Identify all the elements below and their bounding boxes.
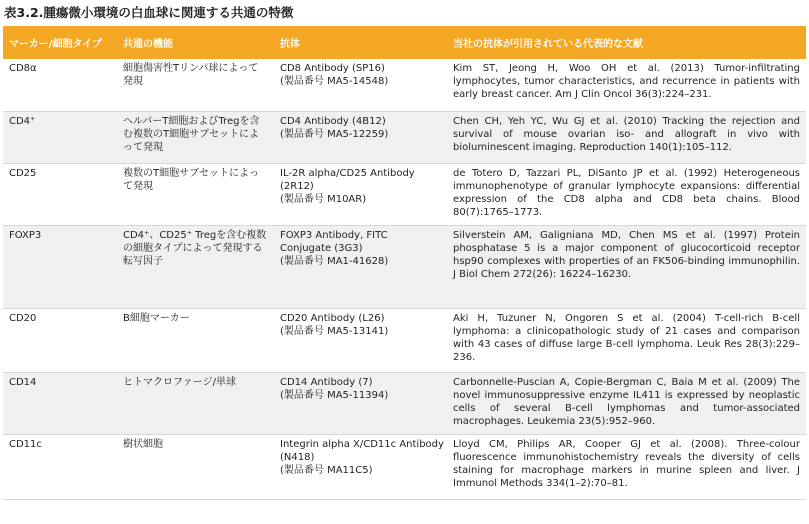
antibody-clone: (2R12) — [280, 180, 314, 192]
reference-cell: Lloyd CM, Philips AR, Cooper GJ et al. (2008). Three-colour fluorescence immunohistochemistry reveals the diversity of cells staining for macrophage markers in murine spleen and liver. J Immunol Methods 334(1–2):70–81. — [453, 438, 800, 489]
antibody-catalog: (製品番号 MA1-41628) — [280, 255, 389, 267]
antibody-cell — [274, 372, 447, 434]
table-row — [3, 111, 806, 163]
header-marker: マーカー/細胞タイプ — [3, 26, 117, 59]
table-header-row — [3, 26, 806, 59]
marker-cell: FOXP3 — [3, 225, 117, 308]
header-reference: 当社の抗体が引用されている代表的な文献 — [447, 26, 806, 59]
antibody-cell — [274, 434, 447, 499]
antibody-cell — [274, 225, 447, 308]
reference-cell: Silverstein AM, Galigniana MD, Chen MS et al. (1997) Protein phosphatase 5 is a major component of glucocorticoid receptor hsp90 complexes with properties of an FK506-binding immunophilin. J Biol Chem 272(26): 16224–16230. — [447, 225, 806, 308]
marker-cell: CD11c — [9, 438, 42, 450]
function-cell: 樹状細胞 — [123, 438, 163, 450]
table-row — [3, 163, 806, 225]
antibody-name: CD4 Antibody (4B12) — [280, 115, 386, 127]
table-row — [3, 308, 806, 372]
antibody-clone: (N418) — [280, 451, 315, 463]
function-cell: ヘルパーT細胞およびTregを含む複数のT細胞サブセットによって発現 — [117, 111, 274, 163]
antibody-name: FOXP3 Antibody, FITC — [280, 229, 388, 241]
antibody-catalog: (製品番号 MA5-14548) — [280, 76, 389, 87]
antibody-catalog: (製品番号 M10AR) — [280, 193, 367, 205]
table-row — [3, 372, 806, 434]
marker-cell: CD14 — [3, 372, 117, 434]
reference-cell: Carbonnelle-Puscian A, Copie-Bergman C, Baia M et al. (2009) The novel immunosuppressive enzyme IL411 is expressed by neoplastic cells of several B-cell lymphomas and tumor-associated macrophages. Leukemia 23(5):952–960. — [447, 372, 806, 434]
antibody-cell — [274, 308, 447, 372]
leukocyte-marker-table — [3, 26, 806, 500]
antibody-catalog: (製品番号 MA11C5) — [280, 464, 373, 476]
antibody-name: CD8 Antibody (SP16) — [280, 63, 385, 74]
antibody-catalog: (製品番号 MA5-13141) — [280, 325, 389, 337]
table-row — [3, 434, 806, 499]
marker-cell: CD20 — [9, 312, 37, 324]
reference-cell: Kim ST, Jeong H, Woo OH et al. (2013) Tumor-infiltrating lymphocytes, tumor characteristics, and recurrence in patients with early breast cancer. Am J Clin Oncol 36(3):224–231. — [453, 63, 800, 100]
table-row — [3, 59, 806, 111]
marker-cell: CD4⁺ — [3, 111, 117, 163]
function-cell: B細胞マーカー — [123, 312, 190, 324]
table-row — [3, 225, 806, 308]
header-function: 共通の機能 — [117, 26, 274, 59]
function-cell: ヒトマクロファージ/単球 — [117, 372, 274, 434]
function-cell: 複数のT細胞サブセットによって発現 — [123, 167, 260, 192]
function-cell: CD4⁺、CD25⁺ Tregを含む複数の細胞タイプによって発現する転写因子 — [117, 225, 274, 308]
reference-cell: Aki H, Tuzuner N, Ongoren S et al. (2004) T-cell-rich B-cell lymphoma: a clinicopathologic study of 21 cases and comparison with 43 cases of diffuse large B-cell lymphoma. Leuk Res 28(3):229–236. — [453, 312, 800, 363]
function-cell: 細胞傷害性Tリンパ球によって発現 — [123, 63, 259, 87]
antibody-clone: Conjugate (3G3) — [280, 242, 363, 254]
antibody-name: CD14 Antibody (7) — [280, 376, 373, 388]
antibody-catalog: (製品番号 MA5-12259) — [280, 128, 389, 140]
table-caption: 表3.2.腫瘍微小環境の白血球に関連する共通の特徴 — [4, 5, 294, 20]
antibody-catalog: (製品番号 MA5-11394) — [280, 389, 389, 401]
header-antibody: 抗体 — [274, 26, 447, 59]
antibody-name: Integrin alpha X/CD11c Antibody — [280, 438, 444, 450]
marker-cell: CD8α — [9, 63, 37, 74]
antibody-cell — [274, 111, 447, 163]
antibody-name: CD20 Antibody (L26) — [280, 312, 385, 324]
antibody-name: IL-2R alpha/CD25 Antibody — [280, 167, 415, 179]
reference-cell: de Totero D, Tazzari PL, DiSanto JP et al. (1992) Heterogeneous immunophenotype of granular lymphocyte expansions: differential expression of the CD8 alpha and CD8 beta chains. Blood 80(7):1765–1773. — [453, 167, 800, 218]
marker-cell: CD25 — [9, 167, 37, 179]
antibody-cell — [274, 163, 447, 225]
antibody-cell — [274, 59, 447, 111]
reference-cell: Chen CH, Yeh YC, Wu GJ et al. (2010) Tracking the rejection and survival of mouse ovarian iso- and allograft in vivo with bioluminescent imaging. Reproduction 140(1):105–112. — [447, 111, 806, 163]
